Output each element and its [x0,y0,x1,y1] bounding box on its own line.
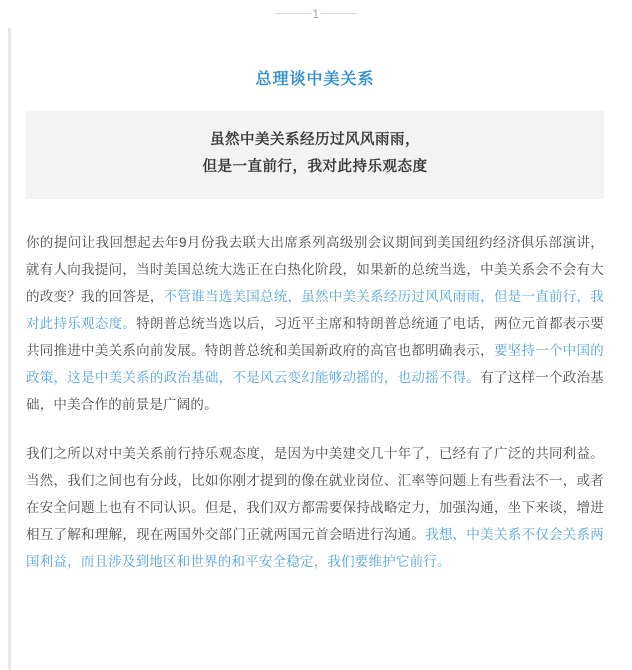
body-text: 你的提问让我回想起去年9月份我去联大出席系列高级别会议期间到美国纽约经济俱乐部演讲，就有人向我提问，当时美国总统大选正在白热化阶段，如果新的总统当选，中美关系会不会有大的改变？我的回答是， [26,234,604,304]
page-number: 1 [312,7,320,21]
highlighted-text: 我想，中美关系不仅会关系两国利益，而且涉及到地区和世界的和平安全稳定，我们要维护它前行。 [26,526,604,569]
lead-line-1: 虽然中美关系经历过风风雨雨， [210,132,420,148]
highlighted-text: 要坚持一个中国的政策，这是中美关系的政治基础，不是风云变幻能够动摇的，也动摇不得。 [26,342,604,385]
page-header [0,0,632,28]
document-body [0,28,632,575]
highlighted-text: 不管谁当选美国总统，虽然中美关系经历过风风雨雨，但是一直前行，我对此持乐观态度。 [26,288,605,331]
page-title: 总理谈中美关系 [255,71,375,88]
lead-quote-box [26,111,604,199]
header-rule-right [321,13,357,14]
lead-line-2: 但是一直前行，我对此持乐观态度 [202,158,428,175]
paragraph-1 [26,229,604,418]
body-text: 有了这样一个政治基础，中美合作的前景是广阔的。 [26,369,604,412]
paragraph-2 [26,440,604,575]
header-rule-left [275,13,311,14]
left-accent-bar [8,28,11,670]
body-text: 特朗普总统当选以后，习近平主席和特朗普总统通了电话，两位元首都表示要共同推进中美关系向前发展。特朗普总统和美国新政府的高官也都明确表示， [26,315,604,358]
body-text: 我们之所以对中美关系前行持乐观态度，是因为中美建交几十年了，已经有了广泛的共同利益。当然，我们之间也有分歧，比如你刚才提到的像在就业岗位、汇率等问题上有些看法不一，或者在安全问题上也有不同认识。但是，我们双方都需要保持战略定力，加强沟通，坐下来谈，增进相互了解和理解，现在两国外交部门正就两国元首会晤进行沟通。 [26,445,604,542]
